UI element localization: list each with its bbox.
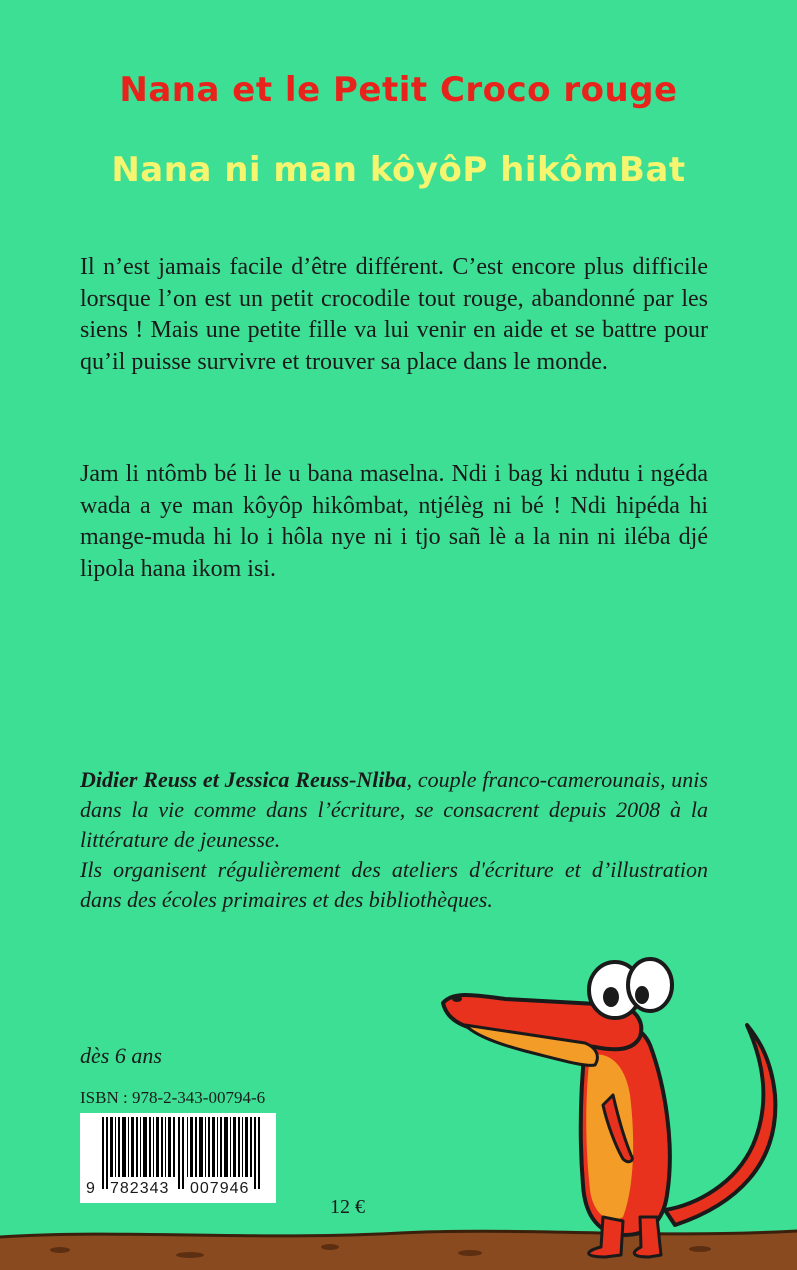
barcode — [80, 1113, 276, 1203]
barcode-right-group: 007946 — [190, 1180, 250, 1197]
barcode-left-group: 782343 — [110, 1180, 170, 1197]
author-workshops: Ils organisent régulièrement des ateliers d'écriture et d’illustration dans des écoles primaires et des bibliothèques. — [80, 857, 708, 912]
summary-french: Il n’est jamais facile d’être différent. C’est encore plus difficile lorsque l’on est un petit crocodile tout rouge, abandonné par les siens ! Mais une petite fille va lui venir en aide et se battre pour qu’il puisse survivre et trouver sa place dans le monde. — [80, 254, 708, 375]
author-names: Didier Reuss et Jessica Reuss-Nliba — [80, 767, 407, 792]
summary-bassa: Jam li ntômb bé li le u bana maselna. Ndi i bag ki ndutu i ngéda wada a ye man kôyôp hikômbat, ntjélèg ni bé ! Ndi hipéda hi mange-muda hi lo i hôla nye ni i tjo sañ lè a la nin ni iléba djé lipola hana ikom isi. — [80, 461, 708, 582]
author-bio-text: , couple franco-camerounais, unis dans la vie comme dans l’écriture, se consacrent depuis 2008 à la littérature de jeunesse. — [80, 767, 708, 852]
barcode-digits — [80, 1177, 276, 1199]
barcode-first-digit: 9 — [86, 1180, 95, 1197]
isbn: ISBN : 978-2-343-00794-6 — [80, 1088, 266, 1107]
age-range: dès 6 ans — [80, 1043, 162, 1068]
author-bio — [80, 765, 708, 915]
author-bio-line — [80, 765, 708, 855]
title-bassa: Nana ni man kôyôP hikômBat — [111, 150, 686, 190]
title-french: Nana et le Petit Croco rouge — [119, 70, 678, 110]
price: 12 € — [330, 1196, 365, 1218]
red-crocodile-icon — [435, 955, 785, 1260]
